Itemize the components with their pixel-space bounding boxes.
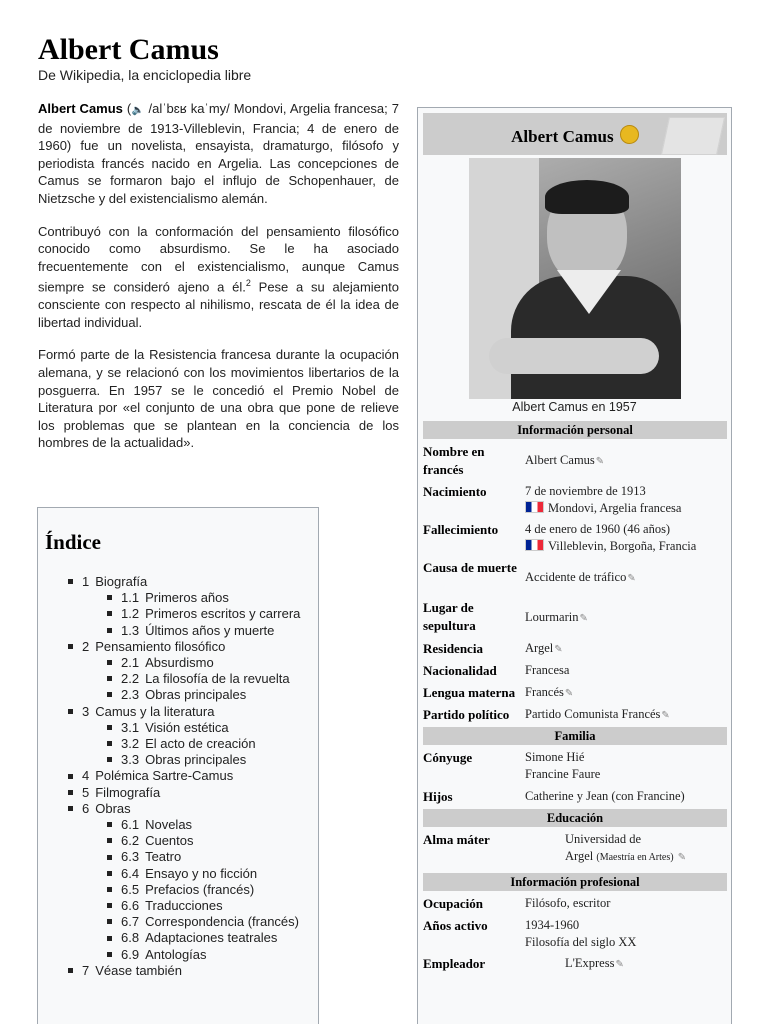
row-value <box>565 955 624 973</box>
row-causa <box>423 559 727 595</box>
bullet-icon <box>107 903 112 908</box>
toc-number: 6.2 <box>121 833 140 849</box>
toc-label[interactable]: Últimos años y muerte <box>145 622 275 638</box>
toc-number: 3.1 <box>121 719 140 735</box>
toc-list <box>38 574 300 979</box>
toc-number: 7 <box>82 962 90 978</box>
bullet-icon <box>107 855 112 860</box>
row-nacionalidad <box>423 662 727 682</box>
toc-label[interactable]: Traducciones <box>145 898 223 914</box>
row-value <box>525 452 604 470</box>
table-of-contents <box>37 507 319 1024</box>
toc-number: 6.3 <box>121 849 140 865</box>
bullet-icon <box>107 757 112 762</box>
toc-item[interactable] <box>38 833 300 849</box>
toc-number: 4 <box>82 768 90 784</box>
toc-item[interactable] <box>38 720 300 736</box>
toc-number: 6.5 <box>121 881 140 897</box>
bullet-icon <box>107 676 112 681</box>
bullet-icon <box>107 822 112 827</box>
conyuge-1[interactable]: Simone Hié <box>525 750 585 764</box>
toc-label[interactable]: Obras <box>95 800 131 816</box>
row-hijos <box>423 788 727 808</box>
ipa-text[interactable]: /alˈbɛʁ kaˈmy/ <box>148 101 230 116</box>
nacimiento-place[interactable]: Mondovi, Argelia francesa <box>548 501 682 515</box>
intro-paragraph-3: Formó parte de la Resistencia francesa durante la ocupación alemana, y se relacionó con los movimientos libertarios de la posguerra. En 1957 se le concedió el Premio Nobel de Literatura por «el conjunto de una obra que pone de relieve los problemas que se plantean en la conciencia de los hombres de la actualidad». <box>38 347 399 451</box>
photo-caption: Albert Camus en 1957 <box>512 400 637 414</box>
toc-label[interactable]: Filmografía <box>95 784 161 800</box>
toc-item[interactable] <box>38 947 300 963</box>
pencil-icon[interactable]: ✎ <box>554 644 563 655</box>
row-label: Residencia <box>423 641 483 656</box>
row-value: Francesa <box>525 663 570 677</box>
toc-number: 2 <box>82 638 90 654</box>
toc-number: 1.2 <box>121 606 140 622</box>
row-lugar <box>423 599 727 635</box>
row-label: Fallecimiento <box>423 522 499 537</box>
row-label: Lengua materna <box>423 685 516 700</box>
infobox <box>417 107 732 1024</box>
toc-number: 2.1 <box>121 655 140 671</box>
row-label: Lugar de sepultura <box>423 600 476 633</box>
intro-text-1: Mondovi, Argelia francesa; 7 de noviembre de 1913-Villeblevin, Francia; 4 de enero de 1960) fue un novelista, ensayista, dramaturgo, filósofo y periodista francés nacido en Argelia. Las concepciones de Camus se formaron bajo el influjo de Schopenhauer, de Nietzsche y del existencialismo alemán. <box>38 101 399 206</box>
row-value <box>525 917 636 951</box>
bullet-icon <box>107 692 112 697</box>
bullet-icon <box>107 871 112 876</box>
speaker-icon[interactable]: 🔈 <box>131 105 145 116</box>
partido-link[interactable]: Partido Comunista Francés <box>525 707 661 721</box>
toc-item[interactable] <box>38 590 300 606</box>
nombre-link[interactable]: Albert Camus <box>525 453 595 467</box>
intro-text-2b: Pese a su alejamiento consciente con respecto al nihilismo, rescata de él la idea de libertad individual. <box>38 279 399 330</box>
toc-item[interactable] <box>38 817 300 833</box>
bullet-icon <box>107 628 112 633</box>
row-conyuge <box>423 749 727 785</box>
toc-label[interactable]: Novelas <box>145 817 193 833</box>
toc-number: 6.8 <box>121 930 140 946</box>
row-nacimiento <box>423 483 727 519</box>
toc-label[interactable]: Correspondencia (francés) <box>145 914 299 930</box>
toc-number: 2.2 <box>121 671 140 687</box>
infobox-header <box>423 113 727 155</box>
conyuge-2[interactable]: Francine Faure <box>525 767 601 781</box>
empleador-link[interactable]: L'Express <box>565 956 615 970</box>
row-lengua <box>423 684 727 704</box>
toc-label[interactable]: Visión estética <box>145 719 229 735</box>
section-professional: Información profesional <box>423 873 727 891</box>
anos-range: 1934-1960 <box>525 918 580 932</box>
france-flag-icon <box>525 501 544 513</box>
causa-link[interactable]: Accidente de tráfico <box>525 570 627 584</box>
row-value <box>525 684 573 702</box>
row-residencia <box>423 640 727 660</box>
alma-degree: (Maestría en Artes) <box>596 852 674 863</box>
toc-label[interactable]: Primeros escritos y carrera <box>145 606 301 622</box>
bullet-icon <box>68 774 73 779</box>
row-label: Ocupación <box>423 896 483 911</box>
bullet-icon <box>107 919 112 924</box>
lugar-link[interactable]: Lourmarin <box>525 610 579 624</box>
toc-label[interactable]: Obras principales <box>145 752 247 768</box>
intro-name: Albert Camus <box>38 101 123 116</box>
toc-label[interactable]: Ensayo y no ficción <box>145 865 258 881</box>
toc-item[interactable] <box>38 898 300 914</box>
toc-number: 3.3 <box>121 752 140 768</box>
pencil-icon[interactable]: ✎ <box>564 688 574 699</box>
row-label: Causa de muerte <box>423 560 517 575</box>
toc-item[interactable] <box>38 752 300 768</box>
pencil-icon[interactable]: ✎ <box>661 710 670 721</box>
bullet-icon <box>68 968 73 973</box>
intro-text-2a: Contribuyó con la conformación del pensamiento filosófico conocido como absurdismo. Se le ha asociado frecuentemente con el existencialismo, aunque Camus siempre se consideró ajeno a él. <box>38 223 399 295</box>
bullet-icon <box>107 838 112 843</box>
toc-item[interactable] <box>38 704 300 720</box>
bullet-icon <box>107 595 112 600</box>
row-value <box>525 483 681 517</box>
row-label: Empleador <box>423 956 486 971</box>
portrait-photo[interactable] <box>469 158 681 399</box>
row-value <box>565 831 686 866</box>
toc-label[interactable]: Prefacios (francés) <box>145 881 255 897</box>
toc-item[interactable] <box>38 882 300 898</box>
toc-item[interactable] <box>38 736 300 752</box>
toc-item[interactable] <box>38 866 300 882</box>
row-label: Hijos <box>423 789 453 804</box>
pencil-icon[interactable]: ✎ <box>677 852 687 863</box>
fallecimiento-place[interactable]: Villeblevin, Borgoña, Francia <box>548 539 697 553</box>
bullet-icon <box>68 709 73 714</box>
toc-item[interactable] <box>38 574 300 590</box>
section-family: Familia <box>423 727 727 745</box>
toc-item[interactable] <box>38 623 300 639</box>
toc-label[interactable]: Polémica Sartre-Camus <box>95 768 234 784</box>
page-subtitle: De Wikipedia, la enciclopedia libre <box>38 67 252 83</box>
toc-label[interactable]: Teatro <box>145 849 182 865</box>
row-ocupacion <box>423 895 727 915</box>
nobel-medal-icon[interactable] <box>620 125 639 144</box>
bullet-icon <box>107 660 112 665</box>
bullet-icon <box>68 579 73 584</box>
lengua-link[interactable]: Francés <box>525 685 564 699</box>
toc-label[interactable]: Antologías <box>145 946 207 962</box>
row-value <box>525 569 636 587</box>
toc-item[interactable] <box>38 849 300 865</box>
row-value: Catherine y Jean (con Francine) <box>525 789 685 803</box>
fallecimiento-date[interactable]: 4 de enero de 1960 (46 años) <box>525 522 671 536</box>
section-education: Educación <box>423 809 727 827</box>
toc-number: 6.7 <box>121 914 140 930</box>
toc-label[interactable]: Biografía <box>95 574 148 589</box>
pencil-icon[interactable]: ✎ <box>595 456 605 467</box>
toc-number: 5 <box>82 784 90 800</box>
toc-label[interactable]: Véase también <box>95 962 182 978</box>
residencia-link[interactable]: Argel <box>525 641 554 655</box>
row-value <box>525 749 600 783</box>
pencil-icon[interactable]: ✎ <box>627 573 636 584</box>
toc-label[interactable]: Camus y la literatura <box>95 703 215 719</box>
row-label: Nacimiento <box>423 484 487 499</box>
toc-item[interactable] <box>38 655 300 671</box>
row-value: Filósofo, escritor <box>525 896 611 910</box>
toc-number: 3 <box>82 703 90 719</box>
toc-label[interactable]: Absurdismo <box>145 655 214 671</box>
toc-item[interactable] <box>38 785 300 801</box>
bullet-icon <box>68 806 73 811</box>
row-value <box>525 706 670 724</box>
row-value <box>525 609 588 627</box>
toc-item[interactable] <box>38 671 300 687</box>
row-value <box>525 521 696 555</box>
row-nombre <box>423 443 727 479</box>
row-partido <box>423 706 727 726</box>
toc-number: 1 <box>82 574 90 589</box>
toc-label[interactable]: Primeros años <box>145 590 229 606</box>
bullet-icon <box>68 790 73 795</box>
toc-number: 6.4 <box>121 865 140 881</box>
toc-label[interactable]: La filosofía de la revuelta <box>145 671 290 687</box>
row-label: Nacionalidad <box>423 663 497 678</box>
toc-item[interactable] <box>38 801 300 817</box>
toc-item[interactable] <box>38 687 300 703</box>
toc-number: 2.3 <box>121 687 140 703</box>
nacimiento-date[interactable]: 7 de noviembre de 1913 <box>525 484 646 498</box>
toc-label[interactable]: Pensamiento filosófico <box>95 638 226 654</box>
toc-number: 3.2 <box>121 736 140 752</box>
bullet-icon <box>107 887 112 892</box>
row-label: Nombre en francés <box>423 444 485 477</box>
toc-number: 6 <box>82 800 90 816</box>
bullet-icon <box>107 725 112 730</box>
toc-label[interactable]: Cuentos <box>145 833 194 849</box>
pencil-icon[interactable]: ✎ <box>579 613 588 624</box>
row-anos <box>423 917 727 953</box>
row-value <box>525 640 563 658</box>
bullet-icon <box>68 644 73 649</box>
reference-link[interactable]: 2 <box>245 278 251 289</box>
toc-label[interactable]: El acto de creación <box>145 736 256 752</box>
toc-item[interactable] <box>38 914 300 930</box>
toc-label[interactable]: Obras principales <box>145 687 247 703</box>
bullet-icon <box>107 741 112 746</box>
intro-paragraph-2 <box>38 223 399 332</box>
row-empleador <box>423 955 727 975</box>
toc-title: Índice <box>45 530 102 554</box>
france-flag-icon <box>525 539 544 551</box>
toc-number: 6.1 <box>121 817 140 833</box>
toc-number: 6.6 <box>121 898 140 914</box>
toc-item[interactable] <box>38 963 300 979</box>
toc-item[interactable] <box>38 606 300 622</box>
row-label: Cónyuge <box>423 750 473 765</box>
section-personal: Información personal <box>423 421 727 439</box>
toc-number: 1.1 <box>121 590 140 606</box>
row-fallecimiento <box>423 521 727 557</box>
alma-1[interactable]: Universidad de <box>565 832 642 846</box>
row-label: Años activo <box>423 918 488 933</box>
alma-2[interactable]: Argel <box>565 849 594 863</box>
toc-label[interactable]: Adaptaciones teatrales <box>145 930 278 946</box>
anos-movement[interactable]: Filosofía del siglo XX <box>525 935 637 949</box>
toc-item[interactable] <box>38 639 300 655</box>
row-label: Alma máter <box>423 832 490 847</box>
toc-item[interactable] <box>38 930 300 946</box>
row-label: Partido político <box>423 707 510 722</box>
toc-number: 1.3 <box>121 622 140 638</box>
infobox-title: Albert Camus <box>511 127 614 146</box>
article-body <box>38 100 399 467</box>
toc-item[interactable] <box>38 768 300 784</box>
bullet-icon <box>107 611 112 616</box>
toc-number: 6.9 <box>121 946 140 962</box>
bullet-icon <box>107 936 112 941</box>
pencil-icon[interactable]: ✎ <box>615 959 624 970</box>
row-alma <box>423 831 727 869</box>
bullet-icon <box>107 952 112 957</box>
page-title: Albert Camus <box>38 33 219 66</box>
intro-paragraph-1: Albert Camus (🔈 /alˈbɛʁ kaˈmy/ Mondovi, Argelia francesa; 7 de noviembre de 1913-Villeblevin, Francia; 4 de enero de 1960) fue un novelista, ensayista, dramaturgo, filósofo y periodista francés nacido en Argelia. Las concepciones de Camus se formaron bajo el influjo de Schopenhauer, de Nietzsche y del existencialismo alemán. <box>38 101 399 206</box>
